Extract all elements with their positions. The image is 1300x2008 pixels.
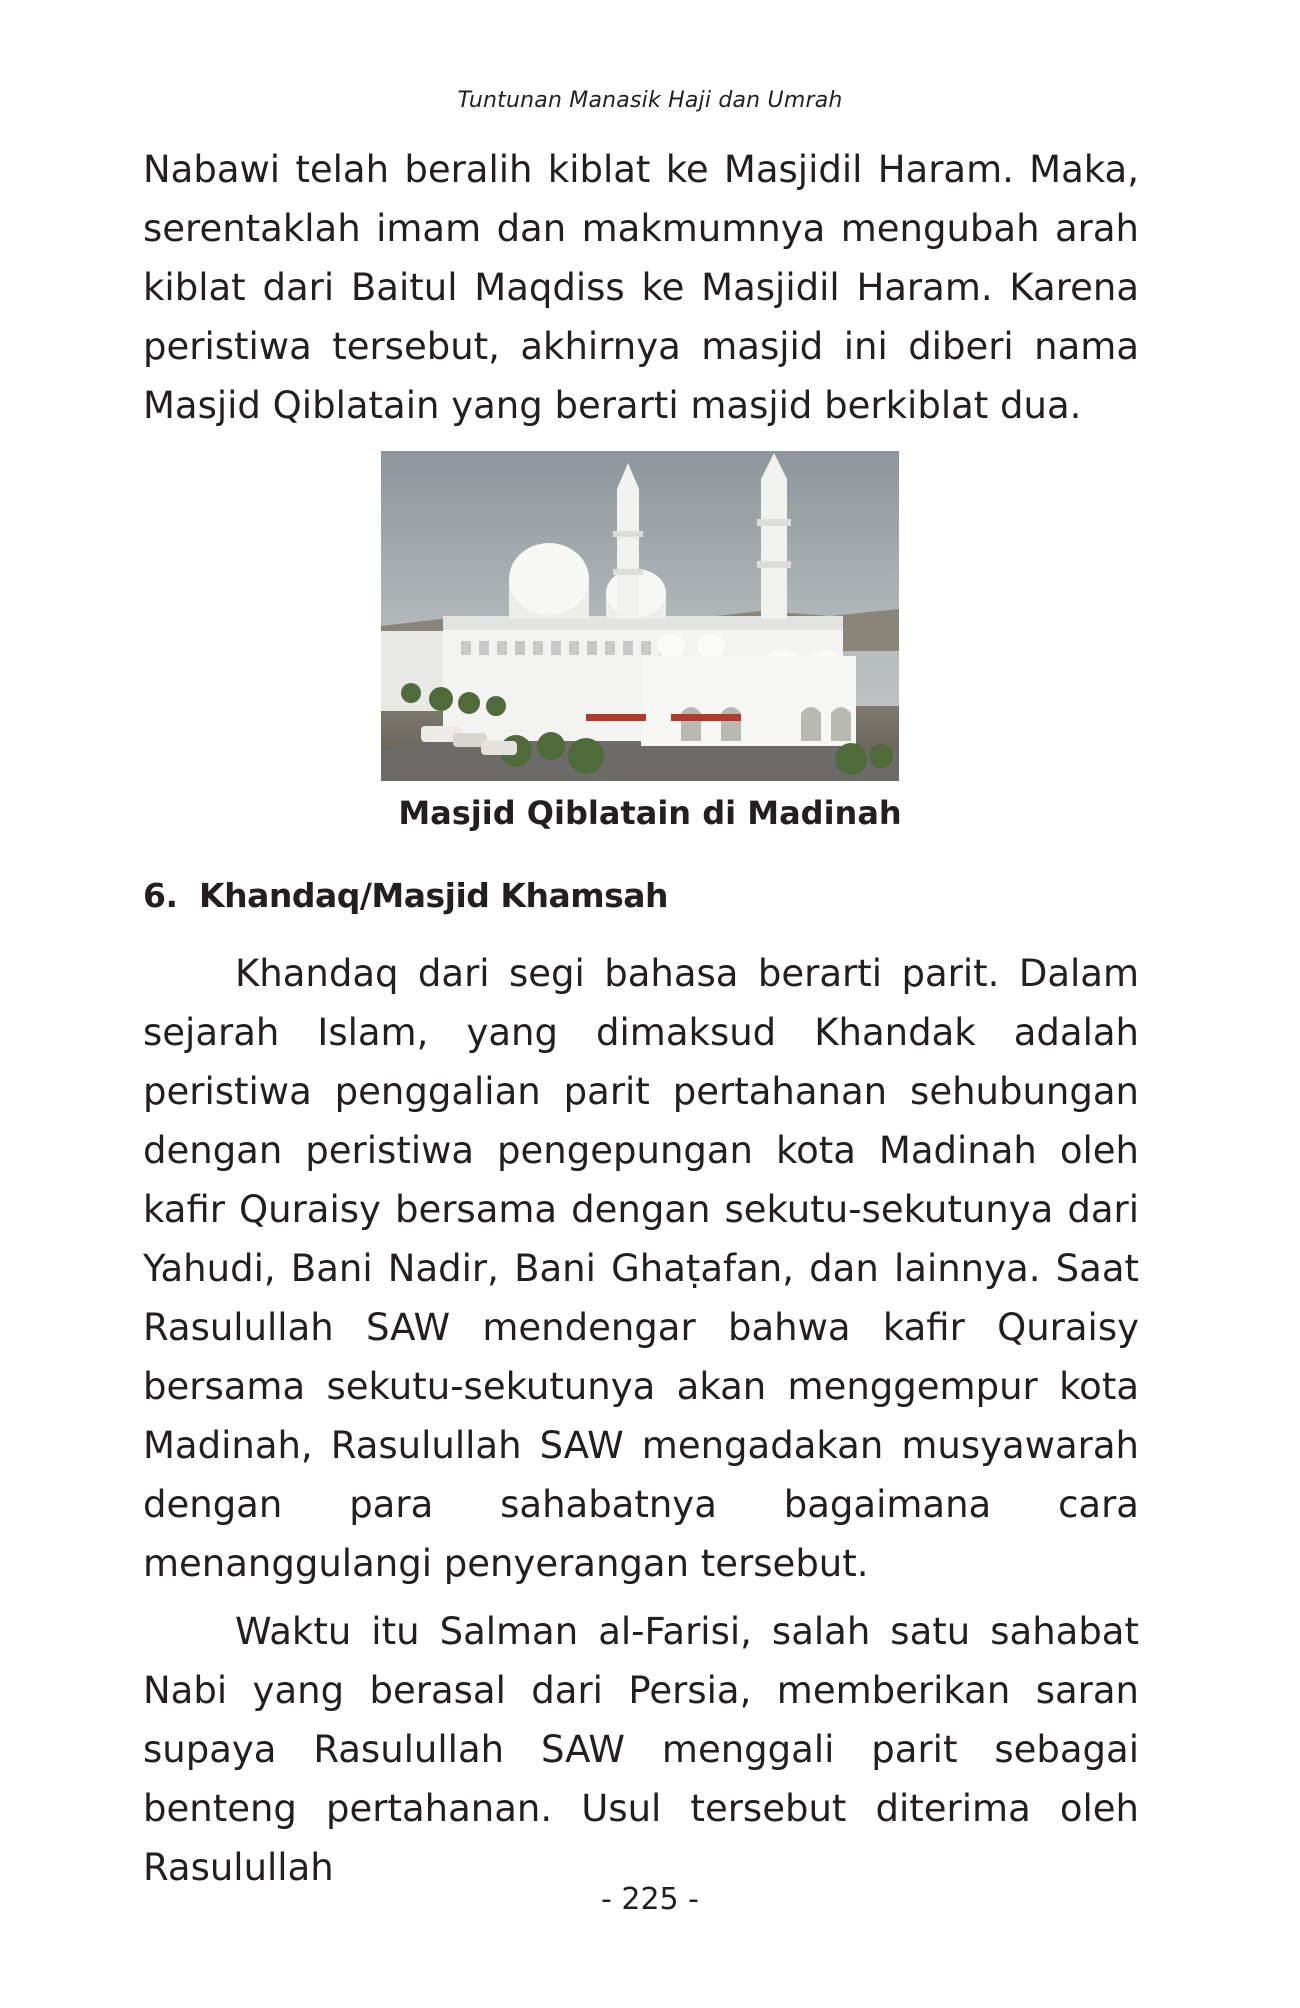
section-number: 6.: [143, 876, 178, 915]
paragraph-intro: [143, 140, 1139, 435]
paragraph-waktu: [143, 1602, 1139, 1897]
paragraph-waktu-text: Waktu itu Salman al-Farisi, salah satu sahabat Nabi yang berasal dari Persia, memberikan saran supaya Rasulullah SAW menggali parit sebagai benteng pertahanan. Usul tersebut diterima oleh Rasulullah: [143, 1610, 1139, 1889]
section-heading: [143, 876, 668, 915]
running-header: Tuntunan Manasik Haji dan Umrah: [457, 88, 843, 113]
paragraph-intro-text: Nabawi telah beralih kiblat ke Masjidil Haram. Maka, serentaklah imam dan makmumnya mengubah arah kiblat dari Baitul Maqdiss ke Masjidil Haram. Karena peristiwa tersebut, akhirnya masjid ini diberi nama Masjid Qiblatain yang berarti masjid berkiblat dua.: [143, 148, 1139, 427]
section-title: Khandaq/Masjid Khamsah: [199, 876, 668, 915]
paragraph-khandaq-text: Khandaq dari segi bahasa berarti parit. Dalam sejarah Islam, yang dimaksud Khandak adalah peristiwa penggalian parit pertahanan sehubungan dengan peristiwa pengepungan kota Madinah oleh kafir Quraisy bersama dengan sekutu-sekutunya dari Yahudi, Bani Nadir, Bani Ghaṭafan, dan lainnya. Saat Rasulullah SAW mendengar bahwa kafir Quraisy bersama sekutu-sekutunya akan menggempur kota Madinah, Rasulullah SAW mengadakan musyawarah dengan para sahabatnya bagaimana cara menanggulangi penyerangan tersebut.: [143, 952, 1139, 1585]
mosque-photo: [381, 451, 899, 781]
page-number: - 225 -: [601, 1882, 699, 1917]
photo-caption: Masjid Qiblatain di Madinah: [398, 794, 902, 832]
paragraph-khandaq: [143, 944, 1139, 1593]
